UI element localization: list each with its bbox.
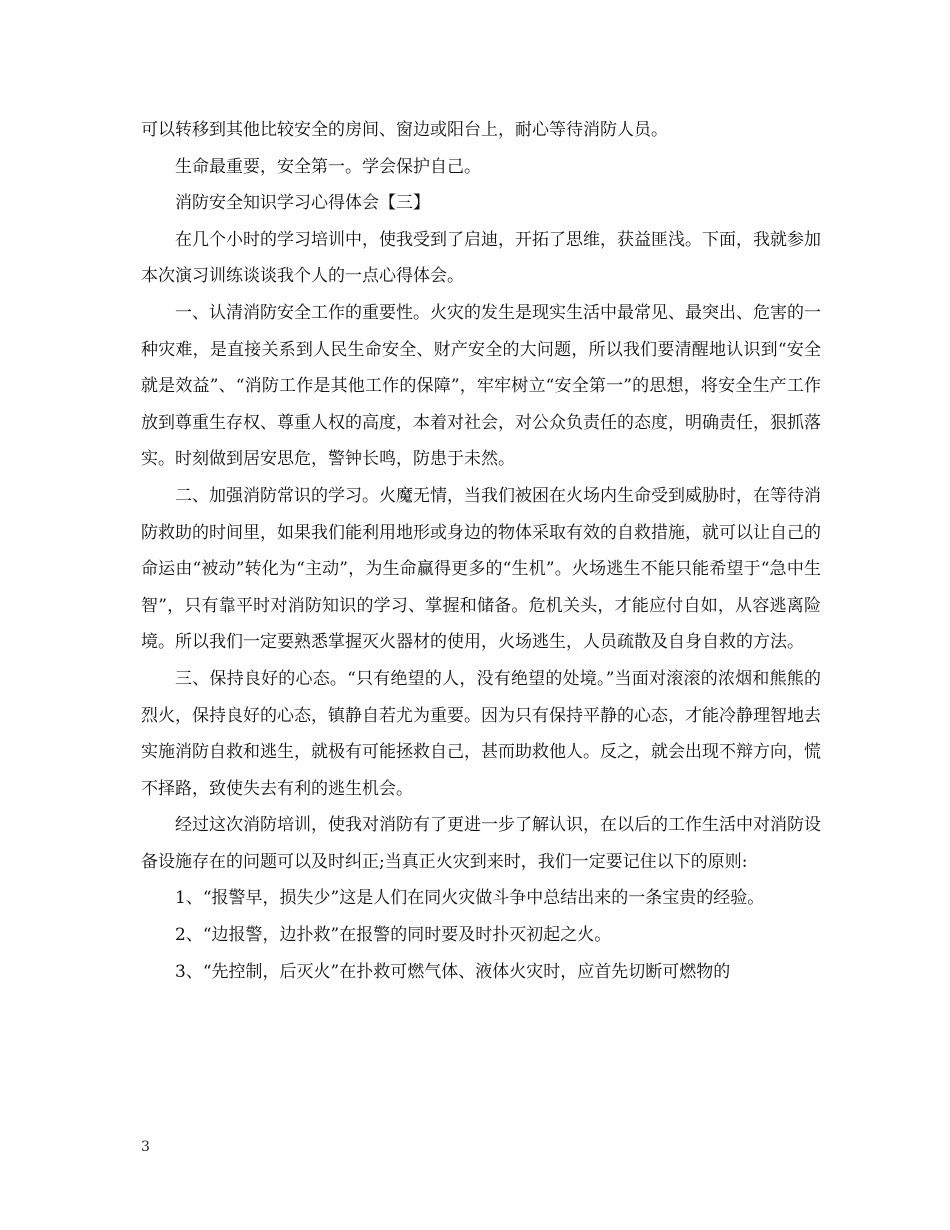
list-item: 1、“报警早，损失少”这是人们在同火灾做斗争中总结出来的一条宝贵的经验。 (175, 888, 765, 909)
list-item: 2、“边报警，边扑救”在报警的同时要及时扑灭初起之火。 (175, 925, 612, 946)
paragraph: 在几个小时的学习培训中，使我受到了启迪，开拓了思维，获益匪浅。下面，我就参加本次演习训练谈谈我个人的一点心得体会。 (141, 229, 821, 287)
page-number: 3 (141, 1139, 150, 1155)
list-item: 3、“先控制，后灭火”在扑救可燃气体、液体火灾时，应首先切断可燃物的 (175, 961, 731, 982)
paragraph: 可以转移到其他比较安全的房间、窗边或阳台上，耐心等待消防人员。 (141, 120, 668, 140)
paragraph: 生命最重要，安全第一。学会保护自己。 (175, 156, 481, 177)
document-body (141, 112, 821, 990)
paragraph: 一、认清消防安全工作的重要性。火灾的发生是现实生活中最常见、最突出、危害的一种灾难，是直接关系到人民生命安全、财产安全的大问题，所以我们要清醒地认识到“安全就是效益”、“消防工作是其他工作的保障”，牢牢树立“安全第一”的思想，将安全生产工作放到尊重生存权、尊重人权的高度，本着对社会，对公众负责任的态度，明确责任，狠抓落实。时刻做到居安思危，警钟长鸣，防患于未然。 (141, 302, 821, 470)
paragraph: 经过这次消防培训，使我对消防有了更进一步了解认识，在以后的工作生活中对消防设备设施存在的问题可以及时纠正;当真正火灾到来时，我们一定要记住以下的原则: (141, 815, 821, 872)
paragraph: 三、保持良好的心态。“只有绝望的人，没有绝望的处境。”当面对滚滚的浓烟和熊熊的烈火，保持良好的心态，镇静自若尤为重要。因为只有保持平静的心态，才能冷静理智地去实施消防自救和逃生，就极有可能拯救自己，甚而助救他人。反之，就会出现不辩方向，慌不择路，致使失去有利的逃生机会。 (141, 668, 821, 799)
section-heading: 消防安全知识学习心得体会【三】 (175, 193, 430, 214)
paragraph: 二、加强消防常识的学习。火魔无情，当我们被困在火场内生命受到威胁时，在等待消防救助的时间里，如果我们能利用地形或身边的物体采取有效的自救措施，就可以让自己的命运由“被动”转化为“主动”，为生命赢得更多的“生机”。火场逃生不能只能希望于“急中生智”，只有靠平时对消防知识的学习、掌握和储备。危机关头，才能应付自如，从容逃离险境。所以我们一定要熟悉掌握灭火器材的使用，火场逃生，人员疏散及自身自救的方法。 (141, 485, 821, 653)
